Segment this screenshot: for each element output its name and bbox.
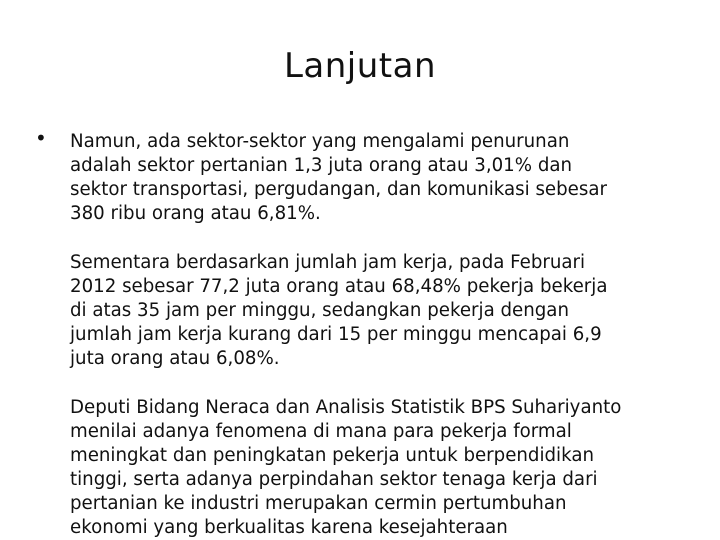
paragraph-line: Deputi Bidang Neraca dan Analisis Statistik BPS Suhariyanto bbox=[70, 397, 622, 418]
paragraph-2 bbox=[70, 251, 692, 371]
paragraph-line: adalah sektor pertanian 1,3 juta orang atau 3,01% dan bbox=[70, 155, 573, 176]
paragraph-line: menilai adanya fenomena di mana para pekerja formal bbox=[70, 421, 572, 442]
paragraph-line: sektor transportasi, pergudangan, dan komunikasi sebesar bbox=[70, 179, 607, 200]
paragraph-line: di atas 35 jam per minggu, sedangkan pekerja dengan bbox=[70, 300, 569, 321]
paragraph-line: juta orang atau 6,08%. bbox=[70, 348, 280, 369]
paragraph-line: Sementara berdasarkan jumlah jam kerja, pada Februari bbox=[70, 252, 586, 273]
paragraph-line: Namun, ada sektor-sektor yang mengalami penurunan bbox=[70, 131, 570, 152]
paragraph-line: ekonomi yang berkualitas karena kesejahteraan bbox=[70, 517, 508, 538]
paragraph-line: jumlah jam kerja kurang dari 15 per minggu mencapai 6,9 bbox=[70, 324, 602, 345]
paragraph-line: 380 ribu orang atau 6,81%. bbox=[70, 203, 321, 224]
paragraph-line: pertanian ke industri merupakan cermin pertumbuhan bbox=[70, 493, 567, 514]
paragraph-line: meningkat dan peningkatan pekerja untuk berpendidikan bbox=[70, 445, 594, 466]
bullet-marker: • bbox=[35, 126, 47, 150]
paragraph-line: 2012 sebesar 77,2 juta orang atau 68,48% pekerja bekerja bbox=[70, 276, 608, 297]
slide-title: Lanjutan bbox=[283, 46, 437, 86]
paragraph-3 bbox=[70, 396, 692, 540]
paragraph-1 bbox=[70, 130, 692, 226]
paragraph-line: tinggi, serta adanya perpindahan sektor tenaga kerja dari bbox=[70, 469, 598, 490]
